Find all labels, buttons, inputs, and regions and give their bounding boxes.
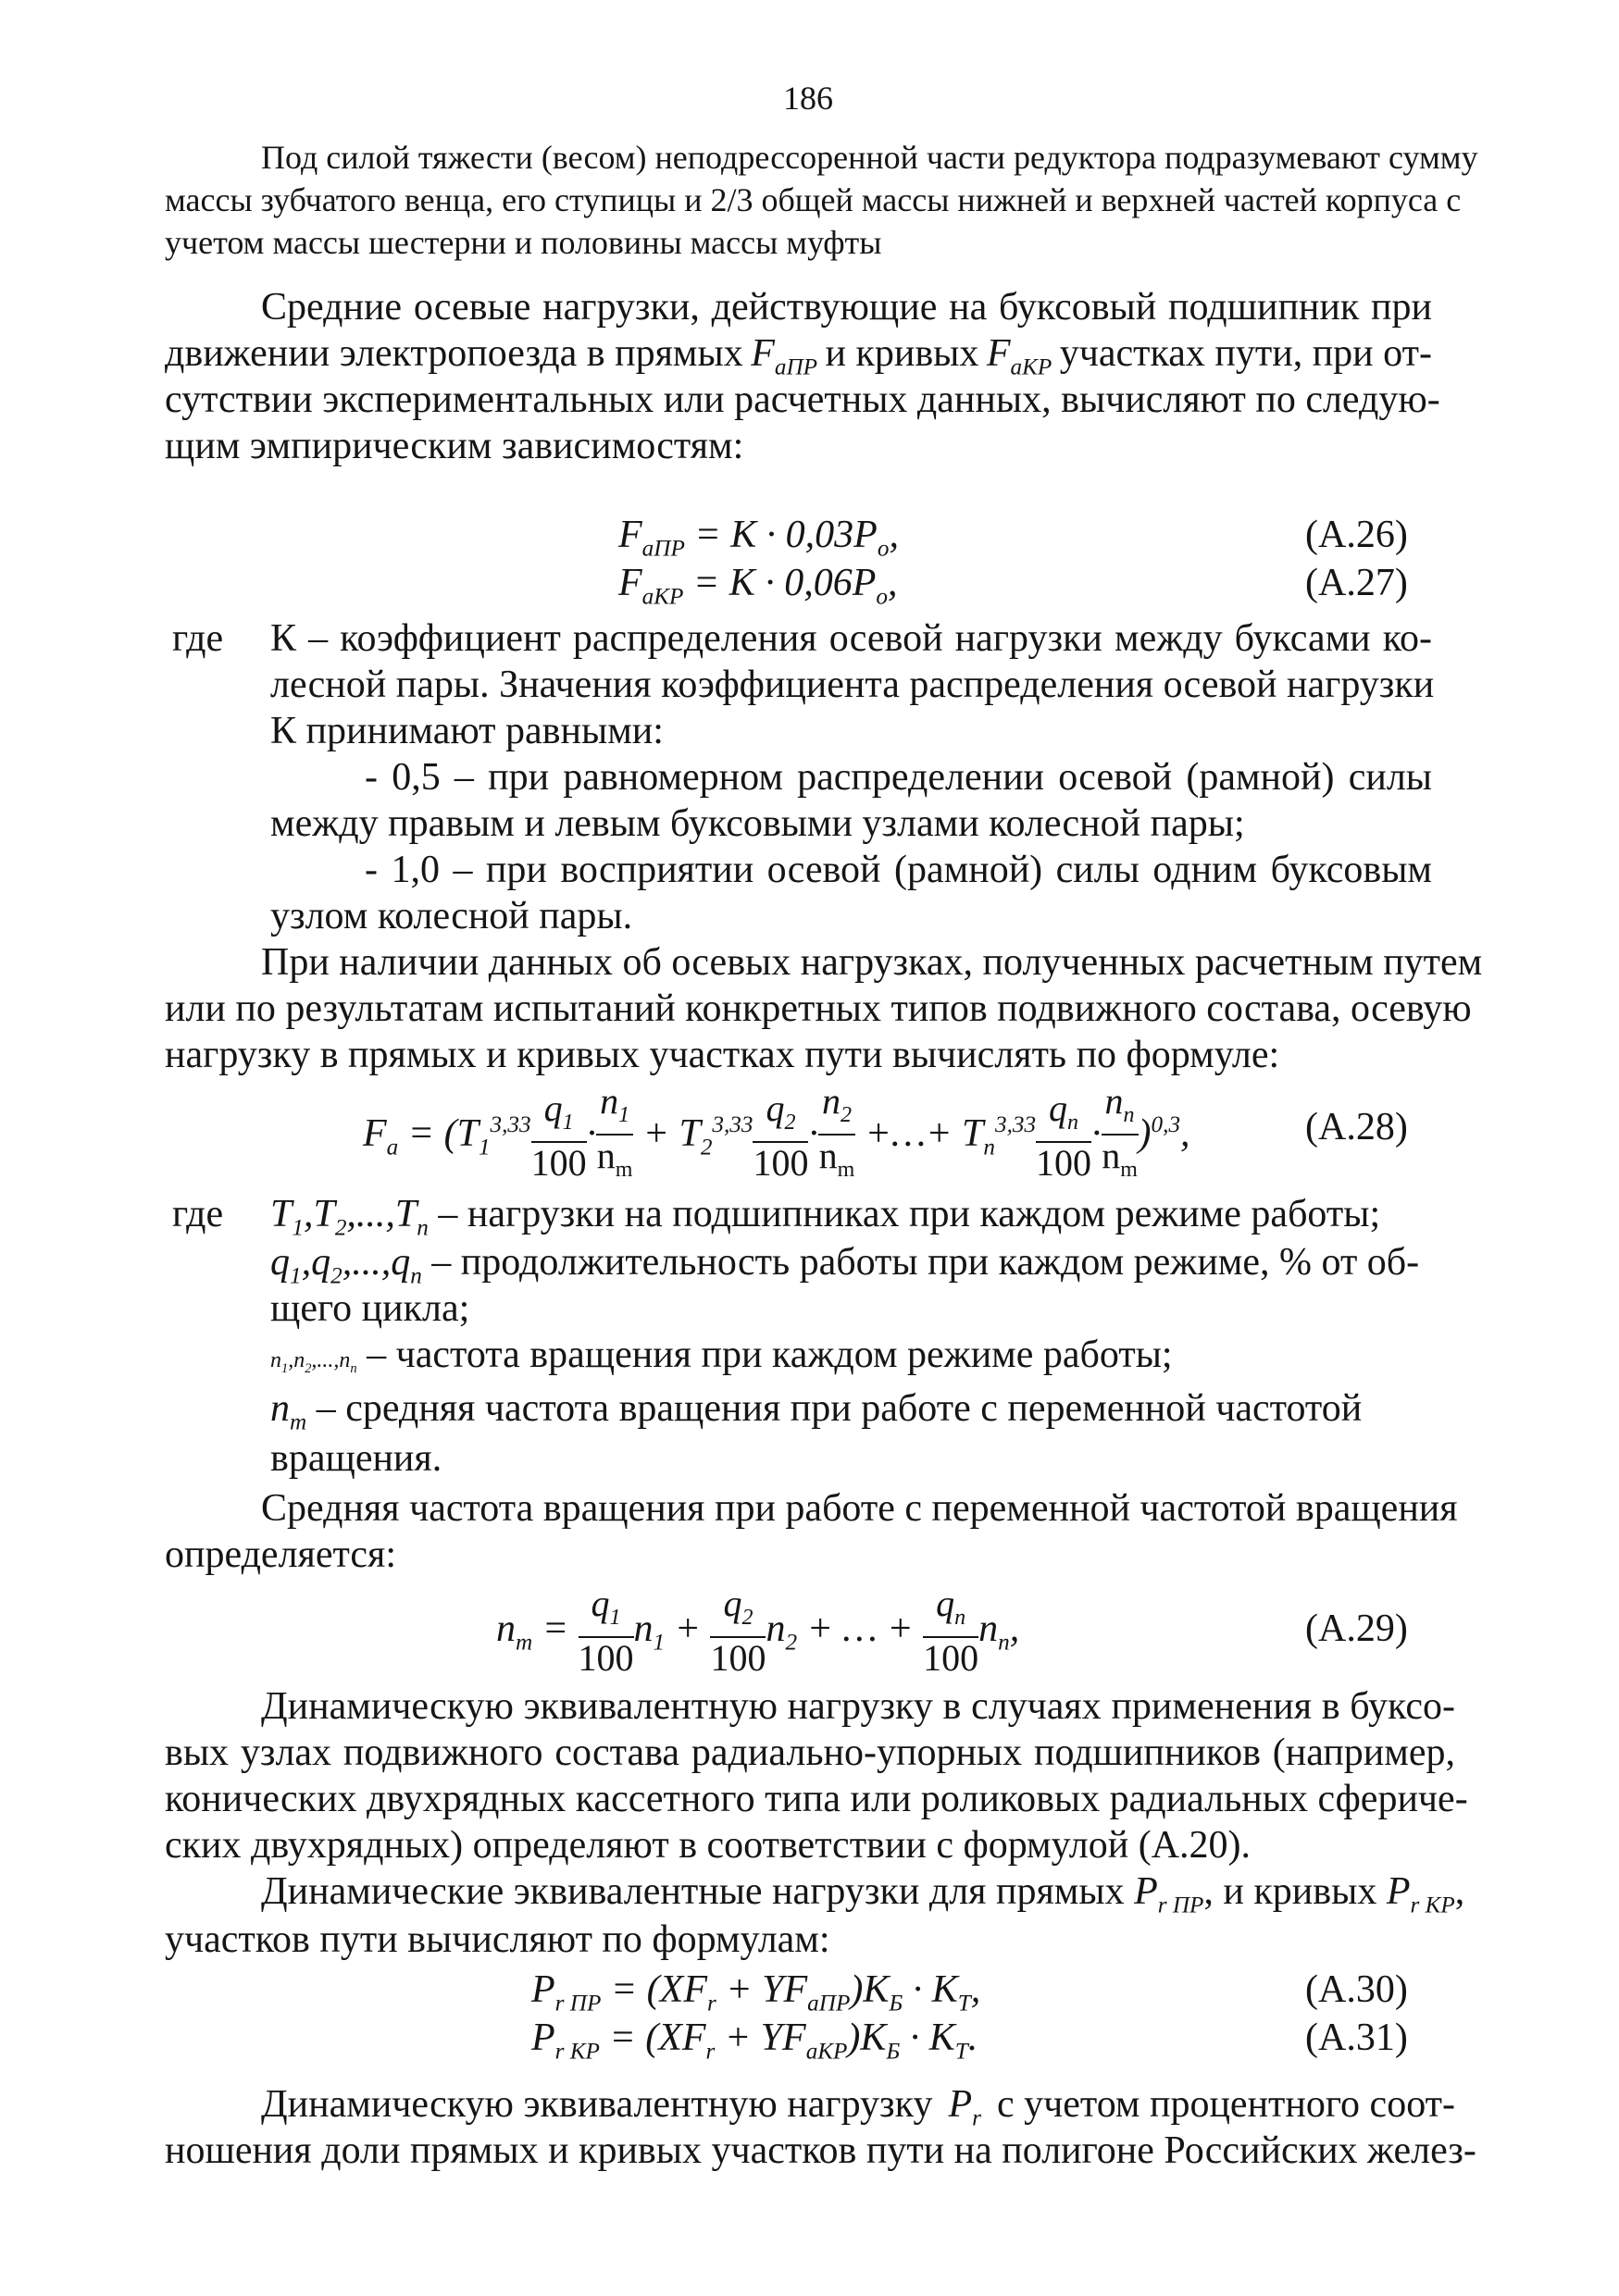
p2-line-1: При наличии данных об осевых нагрузках, полученных расчетным путем [261,941,1483,984]
k-item-2b: узлом колесной пары. [270,895,633,937]
q-definition-cont: щего цикла; [270,1287,470,1330]
equation-a28: $F_a = (T_1^{3,33}$ $\frac{q_1}{100}$ · $\frac{n_1}{n_m}$ + $T_2^{3,33}$ $\frac{q_2}{100}$ · $\frac{n_2}{n_m}$ +…+ $T_n^{3,33}$ $\frac{q_n}{100}$ · $\frac{n_n}{n_m}$ )$^{0,3}$, [363,1080,1190,1184]
p3-line-1: Средняя частота вращения при работе с переменной частотой вращения [261,1487,1458,1530]
equation-number-a29: (А.29) [1305,1607,1408,1650]
symbol-fa-kr: $F_{аКР}$ [986,332,1052,380]
p5-line-2: участков пути вычисляют по формулам: [165,1918,830,1961]
p4-line-4: ских двухрядных) определяют в соответствии с формулой (А.20). [165,1824,1252,1867]
p4-line-1: Динамическую эквивалентную нагрузку в случаях применения в буксо- [261,1685,1455,1728]
symbol-pr-kr: $P_{r КР}$ [1386,1870,1455,1918]
equation-number-a31: (А.31) [1305,2017,1408,2059]
symbol-pr: $P_r$ [948,2083,981,2131]
equation-a26: $F_{аПР} = K \cdot 0,03P_o$, [618,514,899,562]
nm-definition-cont: вращения. [270,1437,442,1480]
p5-line-1: Динамические эквивалентные нагрузки для прямых $P_{r ПР}$, и кривых $P_{r КР}$, [261,1870,1465,1918]
eq27-rhs: = K · 0,06P [683,562,877,604]
p6-line-1: Динамическую эквивалентную нагрузку $P_r$ с учетом процентного соот- [261,2080,1455,2142]
symbol-n-list: $n_1,n_2,...,n_n$ [270,1348,357,1376]
where-label-1: где [172,617,224,660]
n-definition: $n_1,n_2,...,n_n$ – частота вращения при каждом режиме работы; [270,1334,1173,1376]
p2-line-3: нагрузку в прямых и кривых участках пути вычислять по формуле: [165,1034,1280,1076]
equation-number-a30: (А.30) [1305,1968,1408,2011]
where-label-2: где [172,1193,224,1235]
equation-number-a28: (А.28) [1305,1106,1408,1148]
k-item-2a: - 1,0 – при восприятии осевой (рамной) силы одним буксовым [365,849,1432,891]
symbol-t-list: $T_1,T_2,...,T_n$ [270,1193,429,1241]
p2-line-2: или по результатам испытаний конкретных типов подвижного состава, осевую [165,987,1472,1030]
p1-line-2b: и кривых [825,332,979,375]
p1-line-1: Средние осевые нагрузки, действующие на буксовый подшипник при [261,286,1432,329]
nm-definition: $n_m$ – средняя частота вращения при работе с переменной частотой [270,1387,1363,1435]
k-item-1b: между правым и левым буксовыми узлами колесной пары; [270,802,1245,845]
p4-line-2: вых узлах подвижного состава радиально-упорных подшипников (например, [165,1731,1455,1774]
page-number: 186 [783,80,833,117]
k-item-1a: - 0,5 – при равномерном распределении осевой (рамной) силы [365,756,1432,799]
p6-line-2: ношения доли прямых и кривых участков пути на полигоне Российских желез- [165,2129,1476,2172]
symbol-fa-pr: $F_{аПР}$ [751,332,818,380]
p4-line-3: конических двухрядных кассетного типа или роликовых радиальных сфериче- [165,1778,1468,1820]
p1-line-4: щим эмпирическим зависимостям: [165,425,744,467]
k-line-1: К – коэффициент распределения осевой нагрузки между буксами ко- [270,617,1432,660]
p1-line-3: сутствии экспериментальных или расчетных данных, вычисляют по следую- [165,379,1440,421]
equation-number-a26: (А.26) [1305,514,1408,556]
p1-line-2c: участках пути, при от- [1059,332,1432,375]
note-line-2: массы зубчатого венца, его ступицы и 2/3 общей массы нижней и верхней частей корпуса с [165,181,1462,218]
q-definition: $q_1,q_2,...,q_n$ – продолжительность работы при каждом режиме, % от об- [270,1241,1420,1289]
t-definition: $T_1,T_2,...,T_n$ – нагрузки на подшипниках при каждом режиме работы; [270,1193,1381,1241]
note-line-1: Под силой тяжести (весом) неподрессоренной части редуктора подразумевают сумму [261,139,1478,176]
p1-line-2a: движении электропоезда в прямых [165,332,743,375]
symbol-pr-pr: $P_{r ПР}$ [1134,1870,1204,1918]
symbol-q-list: $q_1,q_2,...,q_n$ [270,1241,422,1289]
equation-a31: $P_{r КР} = (XF_r + YF_{аКР})K_Б \cdot K_Т$. [531,2017,978,2065]
equation-a27: $F_{аКР} = K \cdot 0,06P_o$, [618,562,898,610]
note-line-3: учетом массы шестерни и половины массы муфты [165,224,882,261]
equation-a29: $n_m$ = $\frac{q_1}{100}$ $n_1$ + $\frac{q_2}{100}$ $n_2$ + … + $\frac{q_n}{100}$ $n_n$, [496,1582,1020,1679]
k-line-2: лесной пары. Значения коэффициента распределения осевой нагрузки [270,664,1435,706]
equation-number-a27: (А.27) [1305,562,1408,604]
eq26-rhs: = K · 0,03P [684,514,878,556]
k-line-3: К принимают равными: [270,710,664,752]
p3-line-2: определяется: [165,1533,396,1576]
equation-a30: $P_{r ПР} = (XF_r + YF_{аПР})K_Б \cdot K_Т$, [531,1968,981,2017]
symbol-nm: $n_m$ [270,1387,307,1435]
